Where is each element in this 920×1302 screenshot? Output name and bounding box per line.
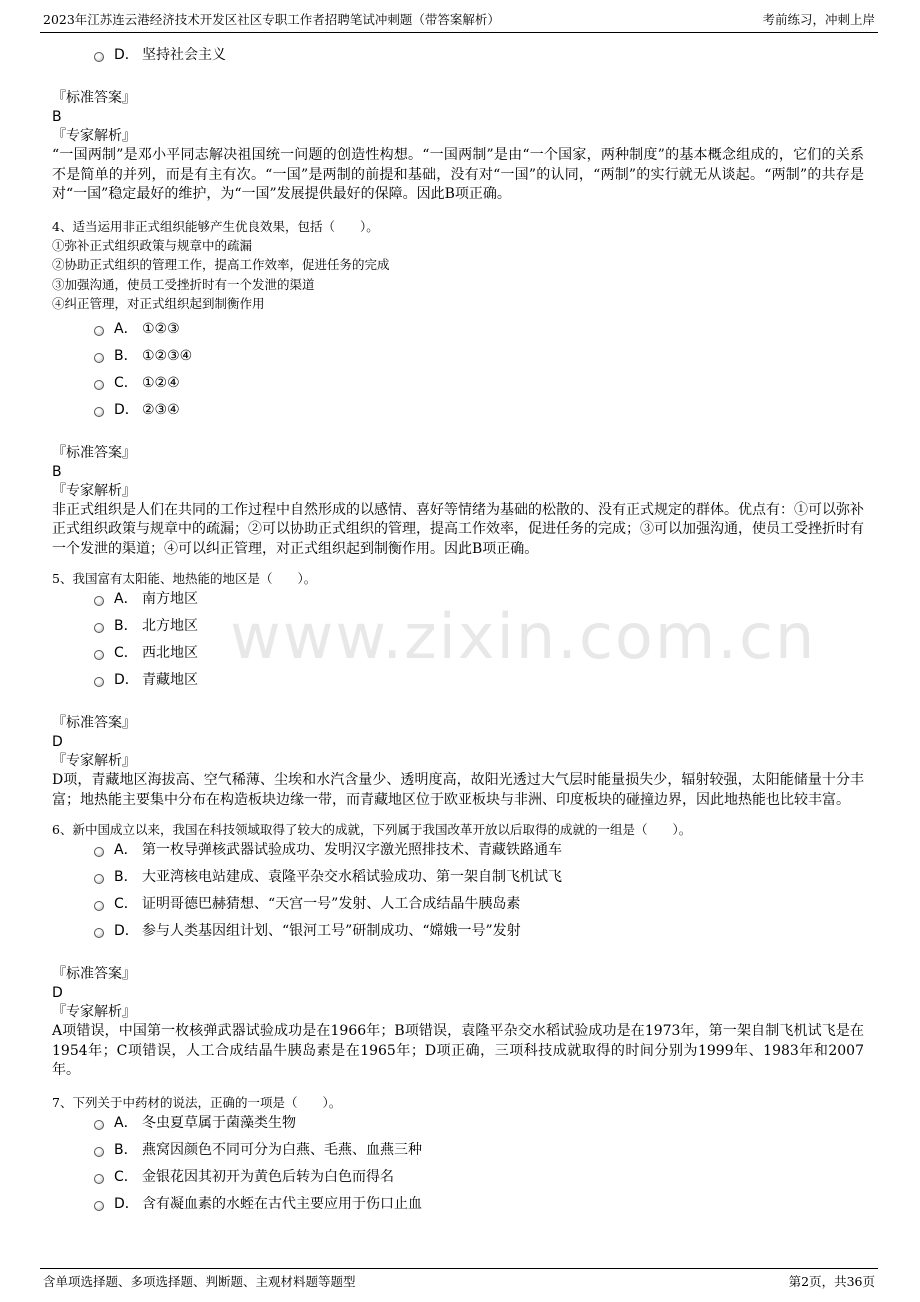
radio-icon[interactable]: [94, 1147, 104, 1157]
answer-label: 『标准答案』: [52, 715, 136, 731]
answer-value: D: [52, 734, 63, 750]
question-6: [52, 820, 864, 1081]
question-text: 7、下列关于中药材的说法，正确的一项是（ ）。: [52, 1094, 342, 1110]
radio-icon[interactable]: [94, 677, 104, 687]
radio-icon[interactable]: [94, 901, 104, 911]
option-d[interactable]: D． 青藏地区: [52, 669, 864, 696]
option-d[interactable]: D． ②③④: [52, 399, 864, 426]
radio-icon[interactable]: [94, 1201, 104, 1211]
option-a[interactable]: A． 南方地区: [52, 588, 864, 615]
option-c[interactable]: C． 西北地区: [52, 642, 864, 669]
analysis-text: A项错误，中国第一枚核弹武器试验成功是在1966年；B项错误，袁隆平杂交水稻试验成功是在1973年，第一架自制飞机试飞是在1954年；C项错误，人工合成结晶牛胰岛素是在1965年；D项正确，三项科技成就取得的时间分别为1999年、1983年和2007年。: [52, 1023, 864, 1078]
header-slogan: 考前练习，冲刺上岸: [762, 12, 875, 27]
option-c[interactable]: C． 证明哥德巴赫猜想、“天宫一号”发射、人工合成结晶牛胰岛素: [52, 893, 864, 920]
radio-icon[interactable]: [94, 1120, 104, 1130]
radio-icon[interactable]: [94, 928, 104, 938]
option-b[interactable]: B． ①②③④: [52, 345, 864, 372]
radio-icon[interactable]: [94, 650, 104, 660]
answer-value: B: [52, 109, 62, 125]
page-header: [40, 10, 878, 33]
option-b[interactable]: B． 北方地区: [52, 615, 864, 642]
radio-icon[interactable]: [94, 596, 104, 606]
option-c[interactable]: C． 金银花因其初开为黄色后转为白色而得名: [52, 1166, 864, 1193]
analysis-label: 『专家解析』: [52, 482, 136, 499]
analysis-text: “一国两制”是邓小平同志解决祖国统一问题的创造性构想。“一国两制”是由“一个国家，两种制度”的基本概念组成的，它们的关系不是简单的并列，而是有主有次。“一国”是两制的前提和基础，没有对“一国”的认同，“两制”的实行就无从谈起。“两制”的共存是对“一国”稳定最好的维护，为“一国”发展提供最好的保障。因此B项正确。: [52, 147, 864, 202]
option-a[interactable]: A． 第一枚导弹核武器试验成功、发明汉字激光照排技术、青藏铁路通车: [52, 839, 864, 866]
analysis-text: D项，青藏地区海拔高、空气稀薄、尘埃和水汽含量少、透明度高，故阳光透过大气层时能量损失少，辐射较强，太阳能储量十分丰富；地热能主要集中分布在构造板块边缘一带，而青藏地区位于欧亚板块与非洲、印度板块的碰撞边界，因此地热能也比较丰富。: [52, 772, 864, 808]
page-content: [52, 44, 864, 1220]
answer-label: 『标准答案』: [52, 444, 136, 461]
page-number: 第2页，共36页: [788, 1274, 875, 1289]
radio-icon[interactable]: [94, 353, 104, 363]
question-text: 6、新中国成立以来，我国在科技领域取得了较大的成就，下列属于我国改革开放以后取得的成就的一组是（ ）。: [52, 822, 692, 837]
analysis-text: 非正式组织是人们在共同的工作过程中自然形成的以感情、喜好等情绪为基础的松散的、没有正式规定的群体。优点有：①可以弥补正式组织政策与规章中的疏漏；②可以协助正式组织的管理，提高工作效率，促进任务的完成；③可以加强沟通，使员工受挫折时有一个发泄的渠道；④可以纠正管理，对正式组织起到制衡作用。因此B项正确。: [52, 501, 864, 557]
statement-item: ①弥补正式组织政策与规章中的疏漏: [52, 237, 253, 253]
option-b[interactable]: B． 大亚湾核电站建成、袁隆平杂交水稻试验成功、第一架自制飞机试飞: [52, 866, 864, 893]
analysis-label: 『专家解析』: [52, 753, 136, 769]
radio-icon[interactable]: [94, 623, 104, 633]
statement-item: ③加强沟通，使员工受挫折时有一个发泄的渠道: [52, 276, 315, 292]
question-4: [52, 217, 864, 560]
option-b[interactable]: B． 燕窝因颜色不同可分为白燕、毛燕、血燕三种: [52, 1139, 864, 1166]
statement-item: ④纠正管理，对正式组织起到制衡作用: [52, 296, 265, 311]
radio-icon[interactable]: [94, 326, 104, 336]
document-title: 2023年江苏连云港经济技术开发区社区专职工作者招聘笔试冲刺题（带答案解析）: [43, 12, 500, 27]
radio-icon[interactable]: [94, 874, 104, 884]
option-d[interactable]: D． 含有凝血素的水蛭在古代主要应用于伤口止血: [52, 1193, 864, 1220]
radio-icon[interactable]: [94, 847, 104, 857]
option-a[interactable]: A． 冬虫夏草属于菌藻类生物: [52, 1112, 864, 1139]
radio-icon[interactable]: [94, 380, 104, 390]
answer-label: 『标准答案』: [52, 966, 136, 982]
radio-icon[interactable]: [94, 52, 104, 62]
statement-item: ②协助正式组织的管理工作，提高工作效率，促进任务的完成: [52, 257, 390, 272]
answer-label: 『标准答案』: [52, 90, 136, 106]
option-c[interactable]: C． ①②④: [52, 372, 864, 399]
analysis-label: 『专家解析』: [52, 1004, 136, 1020]
question-5: [52, 569, 864, 810]
answer-value: B: [52, 463, 62, 480]
footer-question-types: 含单项选择题、多项选择题、判断题、主观材料题等题型: [43, 1274, 356, 1289]
option-d[interactable]: D． 参与人类基因组计划、“银河工号”研制成功、“嫦娥一号”发射: [52, 920, 864, 947]
analysis-label: 『专家解析』: [52, 128, 136, 144]
answer-value: D: [52, 985, 63, 1001]
question-3: [52, 44, 864, 205]
radio-icon[interactable]: [94, 407, 104, 417]
page-footer: [40, 1268, 878, 1293]
option-d[interactable]: D． 坚持社会主义: [52, 44, 864, 71]
watermark: www.zixin.com.cn: [230, 600, 817, 673]
option-a[interactable]: A． ①②③: [52, 318, 864, 345]
question-7: [52, 1093, 864, 1220]
question-text: 5、我国富有太阳能、地热能的地区是（ ）。: [52, 571, 317, 586]
question-text: 4、适当运用非正式组织能够产生优良效果，包括（ ）。: [52, 218, 379, 234]
radio-icon[interactable]: [94, 1174, 104, 1184]
